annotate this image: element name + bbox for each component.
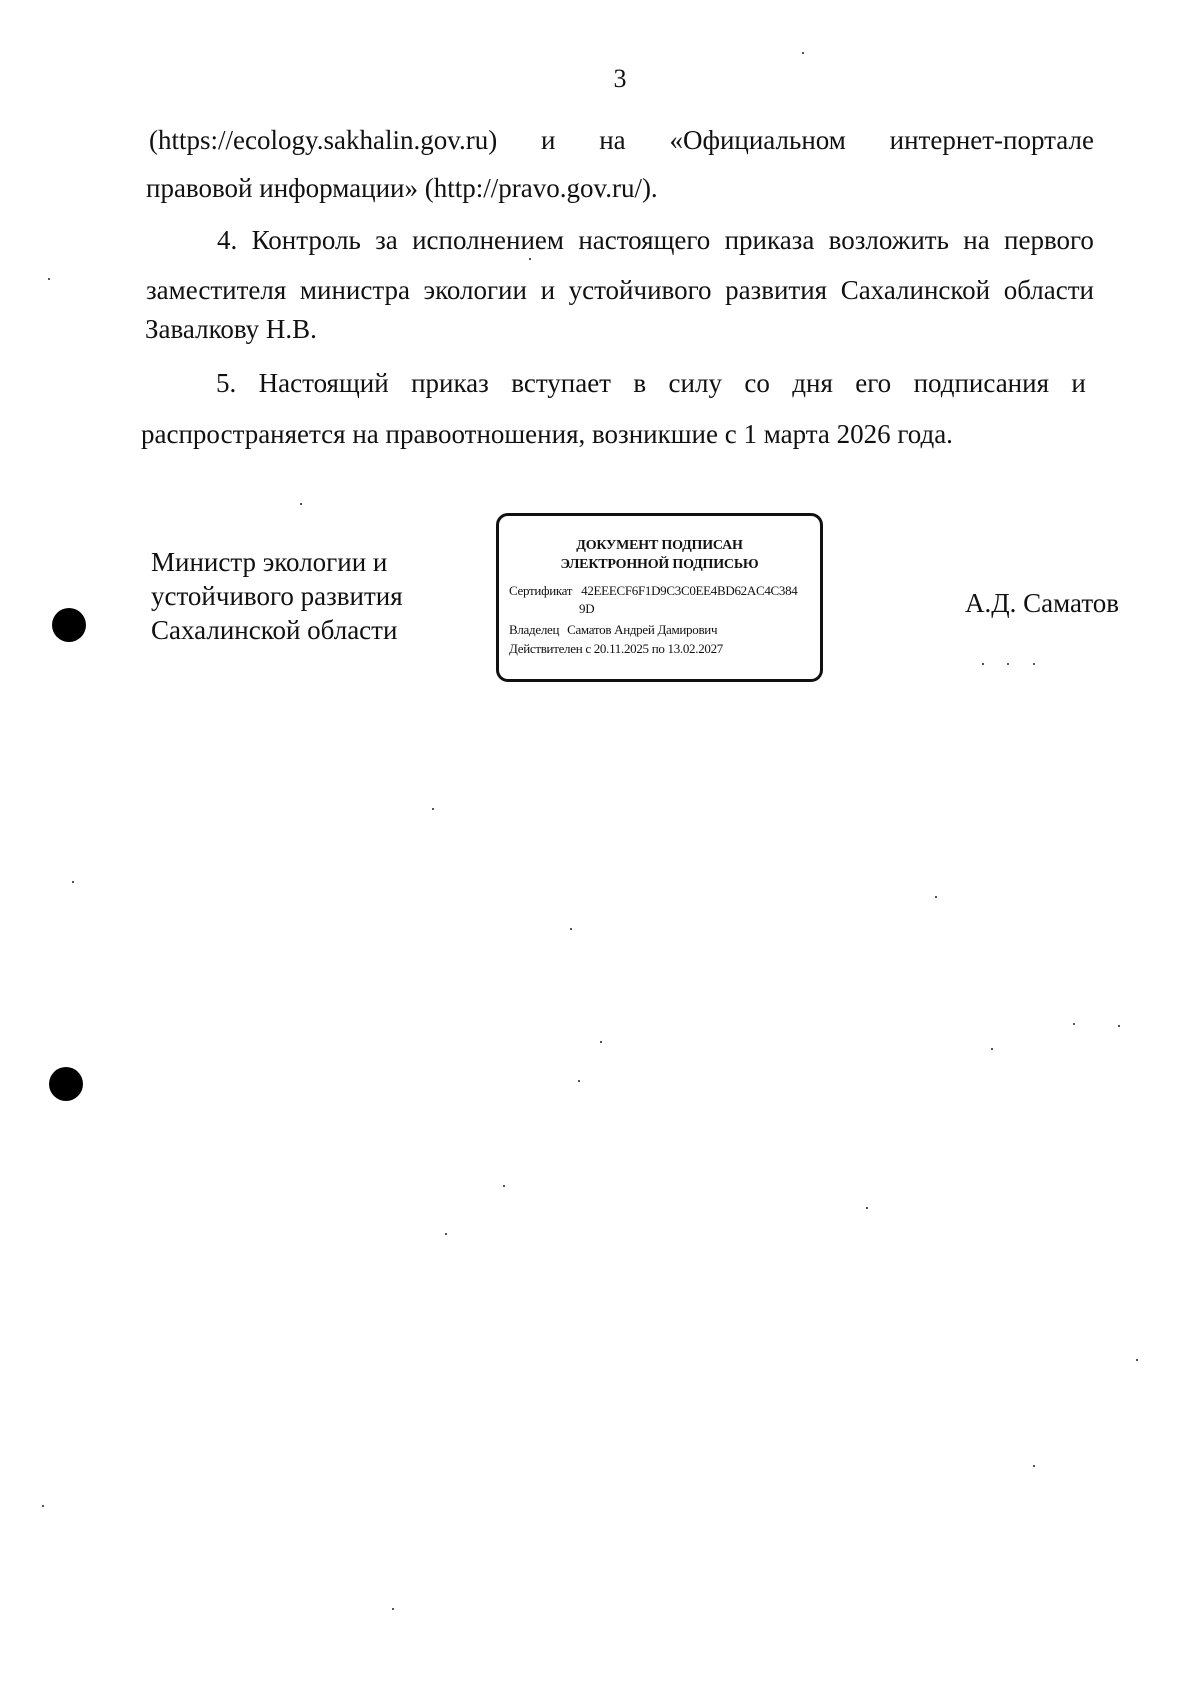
word: его bbox=[855, 368, 892, 398]
stamp-owner-value: Саматов Андрей Дамирович bbox=[567, 622, 718, 637]
stamp-certificate-label: Сертификат bbox=[509, 583, 573, 598]
scan-speck bbox=[1033, 1465, 1035, 1467]
word: устойчивого bbox=[568, 275, 712, 305]
item-4-line-2 bbox=[146, 277, 1094, 304]
word: заместителя bbox=[146, 275, 287, 305]
word: и bbox=[540, 275, 556, 305]
word: «Официальном bbox=[669, 125, 846, 155]
signer-position-line: Министр экологии и bbox=[151, 547, 388, 577]
word: исполнением bbox=[412, 225, 564, 255]
stamp-validity: Действителен с 20.11.2025 по 13.02.2027 bbox=[509, 641, 724, 656]
signer-position bbox=[151, 545, 403, 647]
word: 4. bbox=[217, 225, 238, 255]
scan-speck bbox=[935, 896, 937, 898]
word: Контроль bbox=[251, 225, 361, 255]
signer-name: А.Д. Саматов bbox=[965, 588, 1120, 618]
item-4-line-1 bbox=[217, 227, 1094, 254]
signer-position-line: устойчивого развития bbox=[151, 581, 403, 611]
scan-speck bbox=[866, 1207, 868, 1209]
scan-speck bbox=[1007, 663, 1009, 665]
scan-speck bbox=[48, 278, 50, 280]
scan-speck bbox=[982, 663, 984, 665]
word: первого bbox=[1004, 225, 1094, 255]
word: дня bbox=[792, 368, 833, 398]
word: настоящего bbox=[578, 225, 711, 255]
stamp-title bbox=[499, 536, 820, 574]
word: силу bbox=[668, 368, 722, 398]
word: и bbox=[540, 125, 556, 155]
word: министра bbox=[299, 275, 410, 305]
scan-speck bbox=[600, 1041, 602, 1043]
punch-hole bbox=[49, 1067, 83, 1101]
scan-speck bbox=[392, 1608, 394, 1610]
scan-speck bbox=[802, 52, 804, 54]
scan-speck bbox=[1136, 1359, 1138, 1361]
item-5-line-2: распространяется на правоотношения, возникшие с 1 марта 2026 года. bbox=[141, 419, 953, 449]
stamp-owner-label: Владелец bbox=[509, 622, 560, 637]
punch-hole bbox=[52, 608, 86, 642]
scan-speck bbox=[432, 808, 434, 810]
word: интернет-портале bbox=[889, 125, 1094, 155]
body-line-1 bbox=[149, 127, 1094, 154]
item-5-line-1 bbox=[216, 370, 1086, 397]
page-number: 3 bbox=[613, 64, 627, 93]
body-line-2: правовой информации» (http://pravo.gov.ru/). bbox=[146, 173, 658, 203]
word: за bbox=[375, 225, 398, 255]
word: (https://ecology.sakhalin.gov.ru) bbox=[149, 125, 498, 155]
scan-speck bbox=[578, 1080, 580, 1082]
scan-speck bbox=[503, 1185, 505, 1187]
scan-speck bbox=[991, 1048, 993, 1050]
word: на bbox=[963, 225, 990, 255]
word: Сахалинской bbox=[840, 275, 991, 305]
scan-speck bbox=[445, 1233, 447, 1235]
word: приказ bbox=[411, 368, 489, 398]
word: и bbox=[1071, 368, 1086, 398]
word: развития bbox=[725, 275, 828, 305]
word: экологии bbox=[423, 275, 527, 305]
stamp-title-line: ЭЛЕКТРОННОЙ ПОДПИСЬЮ bbox=[560, 557, 759, 572]
scan-speck bbox=[570, 928, 572, 930]
scan-speck bbox=[529, 258, 531, 260]
scan-speck bbox=[300, 503, 302, 505]
word: Настоящий bbox=[258, 368, 389, 398]
scan-speck bbox=[72, 881, 74, 883]
word: области bbox=[1003, 275, 1094, 305]
electronic-signature-stamp bbox=[496, 513, 823, 682]
word: возложить bbox=[828, 225, 949, 255]
scan-speck bbox=[42, 1505, 44, 1507]
stamp-title-line: ДОКУМЕНТ ПОДПИСАН bbox=[576, 538, 743, 553]
word: в bbox=[633, 368, 647, 398]
word: приказа bbox=[724, 225, 815, 255]
scan-speck bbox=[1073, 1023, 1075, 1025]
stamp-certificate-cont: 9D bbox=[579, 601, 595, 616]
stamp-certificate-value: 42EEECF6F1D9C3C0EE4BD62AC4C384 bbox=[581, 583, 798, 598]
signer-position-line: Сахалинской области bbox=[151, 615, 398, 645]
stamp-owner bbox=[509, 622, 717, 638]
scan-speck bbox=[1118, 1025, 1120, 1027]
word: подписания bbox=[913, 368, 1049, 398]
word: на bbox=[599, 125, 626, 155]
word: вступает bbox=[511, 368, 611, 398]
stamp-certificate bbox=[509, 583, 798, 599]
word: со bbox=[744, 368, 770, 398]
scan-speck bbox=[1033, 663, 1035, 665]
word: 5. bbox=[216, 368, 237, 398]
item-4-line-3: Завалкову Н.В. bbox=[145, 314, 317, 344]
